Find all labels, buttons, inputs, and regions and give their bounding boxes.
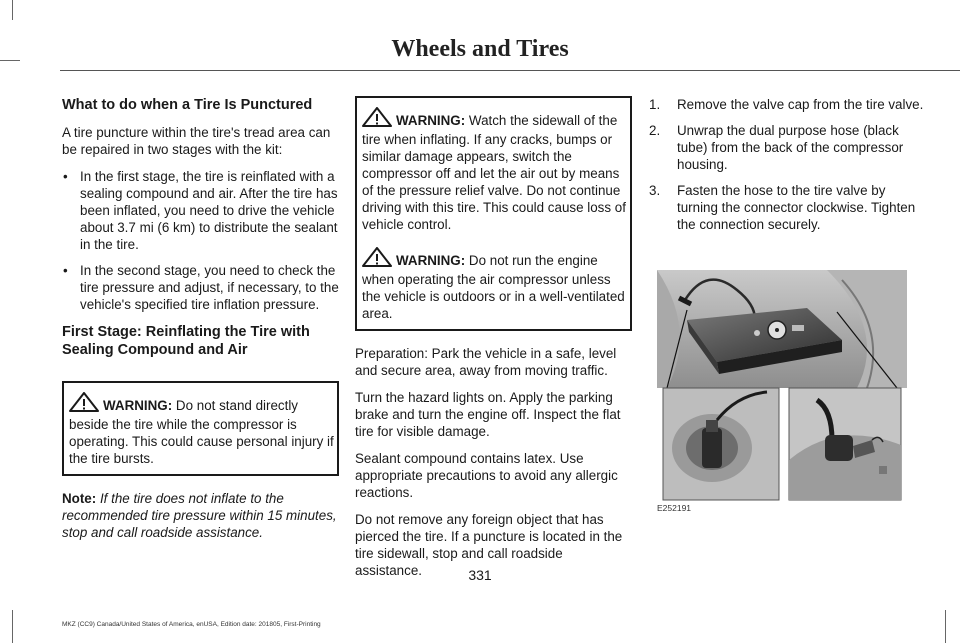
warning-text: Do not run the engine when operating the air compressor unless the vehicle is outdoors or in a well-ventilated area.	[362, 253, 625, 321]
warning-triangle-icon	[362, 247, 392, 271]
list-item: • In the first stage, the tire is reinflated with a sealing compound and air. After the tire has been inflated, you need to drive the vehicle about 3.7 mi (6 km) to distribute the sealant in the tire.	[63, 169, 338, 252]
page-number: 331	[468, 567, 492, 583]
bullet-icon: •	[63, 169, 68, 184]
paragraph: Do not remove any foreign object that has pierced the tire. If a puncture is located in the tire sidewall, stop and call roadside assistance.	[355, 512, 623, 578]
footer-text: MKZ (CC9) Canada/United States of America, enUSA, Edition date: 201805, First-Printing	[62, 621, 321, 628]
section-heading: What to do when a Tire Is Punctured	[62, 97, 313, 113]
warning-box	[355, 96, 632, 331]
list-item: 3. Fasten the hose to the tire valve by turning the connector clockwise. Tighten the connection securely.	[649, 183, 916, 232]
bullet-icon: •	[63, 263, 68, 278]
figure-code: E252191	[657, 503, 692, 513]
column-middle	[355, 96, 632, 589]
column-right	[649, 96, 927, 242]
paragraph: Sealant compound contains latex. Use appropriate precautions to avoid any allergic reactions.	[355, 451, 618, 500]
compressor-illustration	[657, 270, 907, 510]
warning-label: WARNING:	[396, 253, 466, 268]
header-divider	[60, 70, 960, 71]
paragraph: Turn the hazard lights on. Apply the parking brake and turn the engine off. Inspect the flat tire for visible damage.	[355, 390, 621, 439]
column-left	[62, 96, 339, 551]
warning-label: WARNING:	[103, 398, 173, 413]
list-item: 2. Unwrap the dual purpose hose (black tube) from the back of the compressor housing.	[649, 123, 904, 172]
paragraph: Preparation: Park the vehicle in a safe, level and secure area, away from moving traffic.	[355, 346, 617, 378]
section-heading: First Stage: Reinflating the Tire with Sealing Compound and Air	[62, 324, 310, 358]
spacer	[362, 233, 627, 247]
steps-list	[649, 96, 927, 233]
list-item: 1. Remove the valve cap from the tire valve.	[649, 97, 924, 112]
note-label: Note:	[62, 491, 97, 506]
warning-text: Watch the sidewall of the tire when inflating. If any cracks, bumps or similar damage appears, switch the compressor off and let the air out by means of the pressure relief valve. Do not continue driving with this tire. This could cause loss of vehicle control.	[362, 113, 626, 232]
warning-triangle-icon	[362, 107, 392, 131]
intro-paragraph: A tire puncture within the tire's tread area can be repaired in two stages with the kit:	[62, 125, 331, 157]
list-item: • In the second stage, you need to check the tire pressure and adjust, if necessary, to the vehicle's specified tire inflation pressure.	[63, 263, 339, 312]
warning-triangle-icon	[69, 392, 99, 416]
warning-text: Do not stand directly beside the tire while the compressor is operating. This could cause personal injury if the tire bursts.	[69, 398, 334, 466]
crop-mark	[945, 610, 946, 643]
warning-box	[62, 381, 339, 476]
note-text: If the tire does not inflate to the recommended tire pressure within 15 minutes, stop and call roadside assistance.	[62, 491, 337, 540]
crop-mark	[12, 0, 13, 20]
page-title: Wheels and Tires	[391, 36, 569, 62]
note-paragraph	[62, 490, 339, 541]
warning-label: WARNING:	[396, 113, 466, 128]
crop-mark	[12, 610, 13, 643]
bullet-list	[62, 168, 339, 313]
